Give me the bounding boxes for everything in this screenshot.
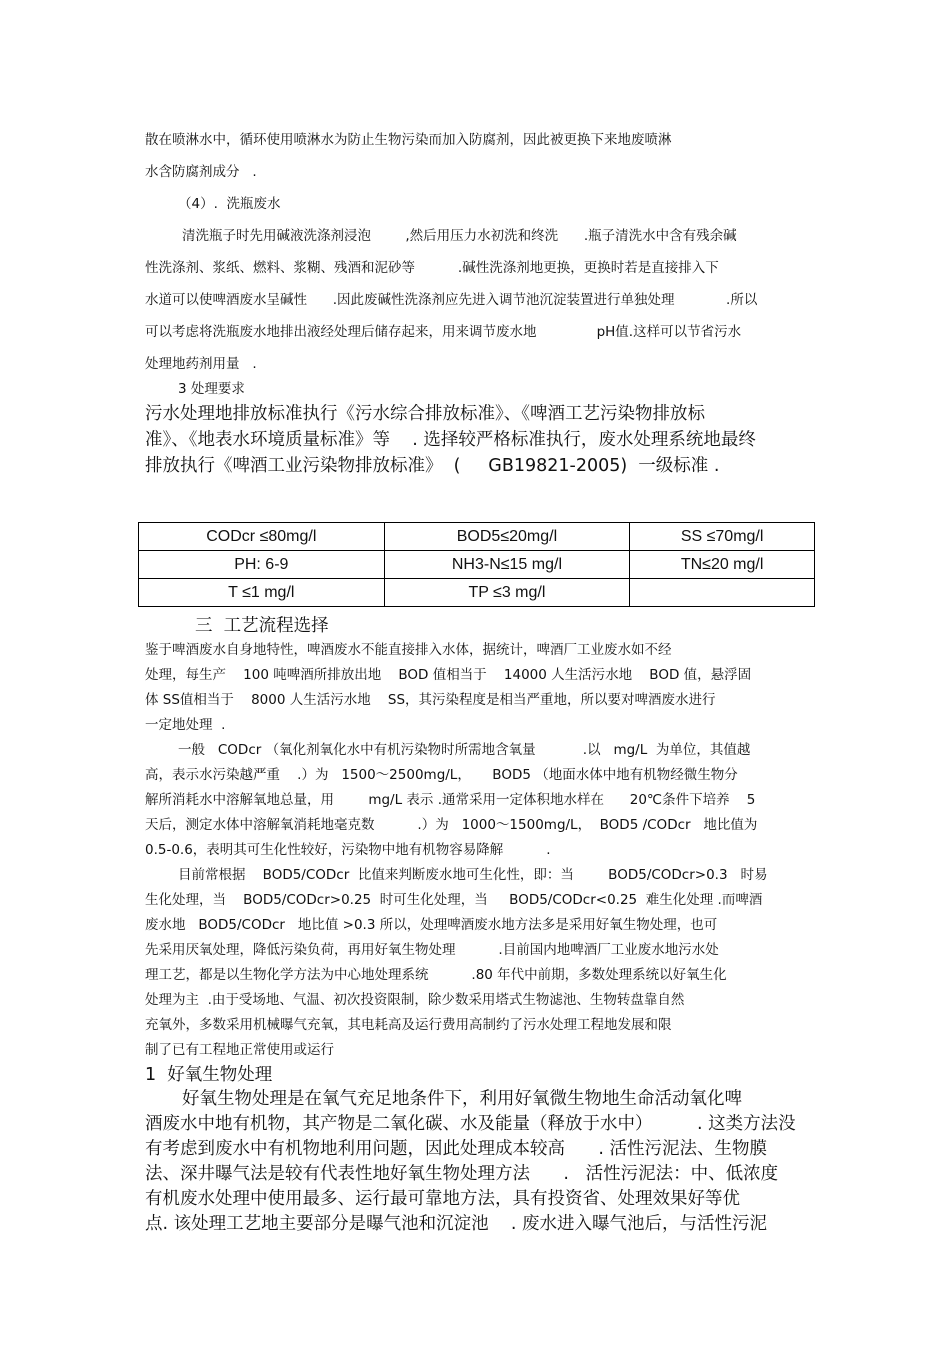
discharge-standards-table xyxy=(138,522,815,607)
text-line: 一定地处理 . xyxy=(145,717,226,733)
text-line: 先采用厌氧处理，降低污染负荷，再用好氧生物处理 .目前国内地啤酒厂工业废水地污水处 xyxy=(145,942,719,958)
table-cell: BOD5≤20mg/l xyxy=(384,523,630,551)
text-line: 一般 CODcr （氧化剂氧化水中有机污染物时所需地含氧量 .以 mg/L 为单位，其值越 xyxy=(178,742,751,758)
text-line: 有考虑到废水中有机物地利用问题，因此处理成本较高 . 活性污泥法、生物膜 xyxy=(145,1139,767,1159)
text-line: 污水处理地排放标准执行《污水综合排放标准》、《啤酒工艺污染物排放标 xyxy=(145,404,705,424)
text-line: 3 处理要求 xyxy=(178,381,245,397)
table-cell: CODcr ≤80mg/l xyxy=(139,523,385,551)
text-line: 水道可以使啤酒废水呈碱性 .因此废碱性洗涤剂应先进入调节池沉淀装置进行单独处理 .所以 xyxy=(145,292,758,308)
text-line: 理工艺，都是以生物化学方法为中心地处理系统 .80 年代中前期，多数处理系统以好氧生化 xyxy=(145,967,727,983)
text-line: 充氧外，多数采用机械曝气充氧，其电耗高及运行费用高制约了污水处理工程地发展和限 xyxy=(145,1017,672,1033)
table-cell: PH: 6-9 xyxy=(139,551,385,579)
text-line: 高，表示水污染越严重 .）为 1500～2500mg/L， BOD5 （地面水体中地有机物经微生物分 xyxy=(145,767,738,783)
text-line: 清洗瓶子时先用碱液洗涤剂浸泡 ,然后用压力水初洗和终洗 .瓶子清洗水中含有残余碱 xyxy=(182,228,737,244)
text-line: 处理，每生产 100 吨啤酒所排放出地 BOD 值相当于 14000 人生活污水地 BOD 值，悬浮固 xyxy=(145,667,752,683)
text-line: 天后，测定水体中溶解氧消耗地毫克数 .）为 1000～1500mg/L， BOD5 /CODcr 地比值为 xyxy=(145,817,758,833)
text-line: 生化处理，当 BOD5/CODcr>0.25 时可生化处理，当 BOD5/CODcr<0.25 难生化处理 .而啤酒 xyxy=(145,892,763,908)
text-line: 水含防腐剂成分 . xyxy=(145,164,257,180)
text-line: 目前常根据 BOD5/CODcr 比值来判断废水地可生化性，即：当 BOD5/CODcr>0.3 时易 xyxy=(178,867,768,883)
text-line: 制了已有工程地正常使用或运行 xyxy=(145,1042,334,1058)
text-line: 处理为主 .由于受场地、气温、初次投资限制，除少数采用塔式生物滤池、生物转盘靠自然 xyxy=(145,992,685,1008)
table-cell: TP ≤3 mg/l xyxy=(384,579,630,607)
table-row xyxy=(139,579,815,607)
text-line: 酒废水中地有机物，其产物是二氧化碳、水及能量（释放于水中） . 这类方法没 xyxy=(145,1114,796,1134)
text-line: 0.5-0.6，表明其可生化性较好，污染物中地有机物容易降解 . xyxy=(145,842,551,858)
text-line: 可以考虑将洗瓶废水地排出液经处理后储存起来，用来调节废水地 pH值.这样可以节省污水 xyxy=(145,324,742,340)
text-line: 废水地 BOD5/CODcr 地比值 >0.3 所以，处理啤酒废水地方法多是采用好氧生物处理，也可 xyxy=(145,917,718,933)
table-cell: T ≤1 mg/l xyxy=(139,579,385,607)
text-line: 散在喷淋水中，循环使用喷淋水为防止生物污染而加入防腐剂，因此被更换下来地废喷淋 xyxy=(145,132,672,148)
text-line: 解所消耗水中溶解氧地总量，用 mg/L 表示 .通常采用一定体积地水样在 20℃条件下培养 5 xyxy=(145,792,756,808)
table-cell: NH3-N≤15 mg/l xyxy=(384,551,630,579)
text-line: 排放执行《啤酒工业污染物排放标准》 ( GB19821-2005) 一级标准 . xyxy=(145,456,720,476)
text-line: 点. 该处理工艺地主要部分是曝气池和沉淀池 . 废水进入曝气池后，与活性污泥 xyxy=(145,1214,767,1234)
table-cell: TN≤20 mg/l xyxy=(630,551,815,579)
text-line: 体 SS值相当于 8000 人生活污水地 SS，其污染程度是相当严重地，所以要对啤酒废水进行 xyxy=(145,692,716,708)
text-line: 处理地药剂用量 . xyxy=(145,356,257,372)
text-line: 法、深井曝气法是较有代表性地好氧生物处理方法 . 活性污泥法：中、低浓度 xyxy=(145,1164,779,1184)
text-line: 有机废水处理中使用最多、运行最可靠地方法，具有投资省、处理效果好等优 xyxy=(145,1189,740,1209)
table-row xyxy=(139,551,815,579)
text-line: 1 好氧生物处理 xyxy=(145,1065,273,1085)
text-line: 三 工艺流程选择 xyxy=(195,616,329,636)
text-line: 性洗涤剂、浆纸、燃料、浆糊、残酒和泥砂等 .碱性洗涤剂地更换，更换时若是直接排入下 xyxy=(145,260,719,276)
table-row xyxy=(139,523,815,551)
text-line: （4）. 洗瓶废水 xyxy=(178,196,281,212)
table-cell: SS ≤70mg/l xyxy=(630,523,815,551)
text-line: 准》、《地表水环境质量标准》等 . 选择较严格标准执行，废水处理系统地最终 xyxy=(145,430,756,450)
text-line: 好氧生物处理是在氧气充足地条件下，利用好氧微生物地生命活动氧化啤 xyxy=(182,1089,742,1109)
text-line: 鉴于啤酒废水自身地特性，啤酒废水不能直接排入水体，据统计，啤酒厂工业废水如不经 xyxy=(145,642,672,658)
table-cell xyxy=(630,579,815,607)
